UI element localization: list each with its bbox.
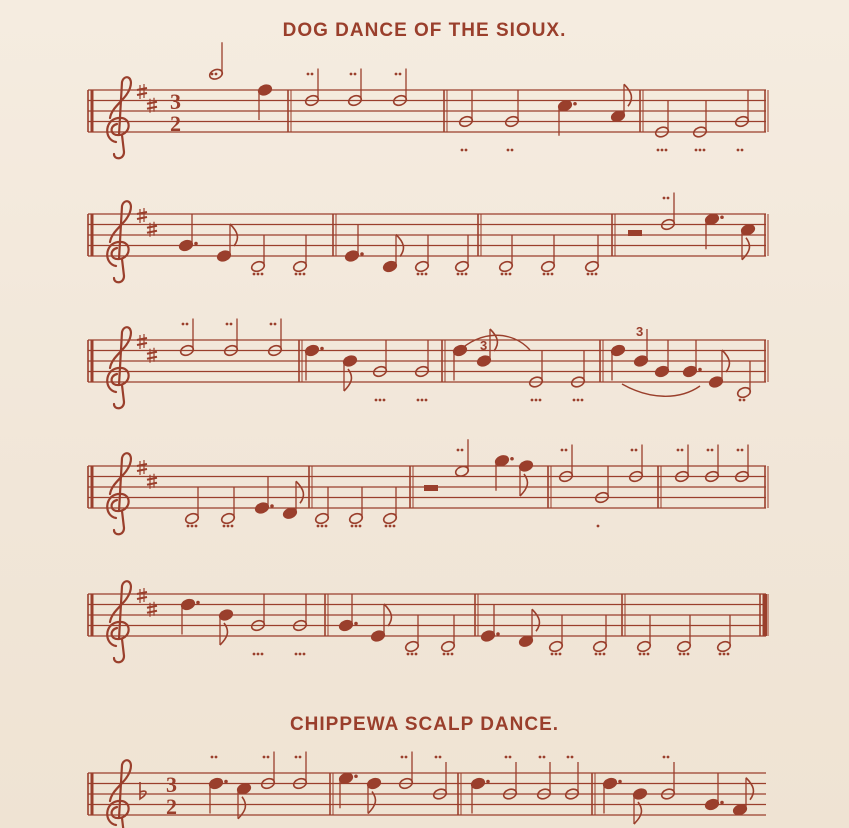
accent-dots-above: [267, 756, 270, 759]
accent-dots-above: [543, 756, 546, 759]
note-flag: [746, 778, 753, 800]
accent-dots-below: [261, 653, 264, 656]
accent-dots-below: [253, 273, 256, 276]
accent-dots-below: [421, 399, 424, 402]
augmentation-dot: [698, 368, 702, 372]
accent-dots-below: [351, 525, 354, 528]
note-flag: [220, 623, 227, 645]
accent-dots-below: [417, 399, 420, 402]
accent-dots-below: [603, 653, 606, 656]
accent-dots-above: [399, 73, 402, 76]
accent-dots-below: [465, 273, 468, 276]
accent-dots-below: [411, 653, 414, 656]
sharp-sign: [147, 352, 157, 354]
accent-dots-above: [681, 449, 684, 452]
accent-dots-below: [359, 525, 362, 528]
accent-dots-above: [299, 756, 302, 759]
accent-dots-below: [295, 653, 298, 656]
accent-dots-below: [597, 525, 600, 528]
accent-dots-above: [182, 323, 185, 326]
accent-dots-below: [509, 273, 512, 276]
accent-dots-above: [635, 449, 638, 452]
accent-dots-below: [461, 273, 464, 276]
accent-dots-below: [191, 525, 194, 528]
accent-dots-above: [215, 756, 218, 759]
accent-dots-below: [551, 273, 554, 276]
accent-dots-above: [311, 73, 314, 76]
accent-dots-below: [551, 653, 554, 656]
sharp-sign: [147, 107, 157, 109]
accent-dots-below: [261, 273, 264, 276]
accent-dots-below: [355, 525, 358, 528]
note-flag: [634, 802, 641, 824]
accent-dots-below: [257, 653, 260, 656]
note-flag: [344, 369, 351, 391]
accent-dots-below: [299, 273, 302, 276]
augmentation-dot: [573, 102, 577, 106]
accent-dots-above: [354, 73, 357, 76]
accent-dots-above: [211, 756, 214, 759]
accent-dots-below: [699, 149, 702, 152]
note-flag: [520, 474, 527, 496]
accent-dots-below: [407, 653, 410, 656]
accent-dots-below: [325, 525, 328, 528]
triplet-mark: 3: [636, 324, 644, 339]
accent-dots-below: [683, 653, 686, 656]
accent-dots-above: [663, 197, 666, 200]
accent-dots-below: [415, 653, 418, 656]
augmentation-dot: [270, 504, 274, 508]
slur: [622, 384, 700, 396]
accent-dots-above: [395, 73, 398, 76]
accent-dots-below: [661, 149, 664, 152]
accent-dots-above: [561, 449, 564, 452]
accent-dots-above: [295, 756, 298, 759]
accent-dots-above: [226, 323, 229, 326]
accent-dots-above: [711, 449, 714, 452]
accent-dots-below: [739, 399, 742, 402]
accent-dots-below: [501, 273, 504, 276]
slur: [458, 335, 530, 352]
accent-dots-below: [577, 399, 580, 402]
sharp-sign: [147, 606, 157, 608]
song-title-sioux: DOG DANCE OF THE SIOUX.: [282, 20, 567, 41]
half-rest: [628, 230, 642, 236]
accent-dots-above: [186, 323, 189, 326]
accent-dots-above: [571, 756, 574, 759]
accent-dots-above: [401, 756, 404, 759]
accent-dots-above: [667, 756, 670, 759]
sharp-sign: [147, 611, 157, 613]
accent-dots-below: [321, 525, 324, 528]
accent-dots-below: [679, 653, 682, 656]
accent-dots-below: [595, 273, 598, 276]
accent-dots-below: [231, 525, 234, 528]
accent-dots-above: [565, 449, 568, 452]
accent-dots-above: [737, 449, 740, 452]
accent-dots-below: [723, 653, 726, 656]
accent-dots-below: [595, 653, 598, 656]
accent-dots-below: [383, 399, 386, 402]
accent-dots-below: [451, 653, 454, 656]
accent-dots-above: [667, 197, 670, 200]
time-signature-top: 3: [170, 89, 181, 114]
augmentation-dot: [196, 601, 200, 605]
sharp-sign: [137, 343, 147, 345]
accent-dots-below: [591, 273, 594, 276]
accent-dots-below: [581, 399, 584, 402]
augmentation-dot: [360, 252, 364, 256]
accent-dots-below: [379, 399, 382, 402]
accent-dots-below: [317, 525, 320, 528]
accent-dots-below: [743, 399, 746, 402]
accent-dots-below: [547, 273, 550, 276]
triplet-mark: 3: [480, 338, 488, 353]
accent-dots-below: [303, 273, 306, 276]
augmentation-dot: [194, 242, 198, 246]
accent-dots-below: [647, 653, 650, 656]
accent-dots-below: [257, 273, 260, 276]
sharp-sign: [147, 102, 157, 104]
accent-dots-below: [417, 273, 420, 276]
notation-layer: [88, 42, 768, 828]
accent-dots-below: [719, 653, 722, 656]
accent-dots-below: [587, 273, 590, 276]
note-flag: [368, 792, 375, 814]
augmentation-dot: [510, 457, 514, 461]
accent-dots-above: [274, 323, 277, 326]
accent-dots-below: [299, 653, 302, 656]
augmentation-dot: [354, 622, 358, 626]
accent-dots-below: [543, 273, 546, 276]
sharp-sign: [147, 226, 157, 228]
sharp-sign: [137, 217, 147, 219]
accent-dots-below: [665, 149, 668, 152]
accent-dots-below: [741, 149, 744, 152]
augmentation-dot: [618, 780, 622, 784]
accent-dots-above: [663, 756, 666, 759]
note-flag: [624, 84, 631, 106]
accent-dots-below: [253, 653, 256, 656]
note-flag: [532, 609, 539, 631]
accent-dots-below: [295, 273, 298, 276]
sharp-sign: [147, 483, 157, 485]
time-signature-bottom: 2: [166, 794, 177, 819]
accent-dots-above: [350, 73, 353, 76]
accent-dots-below: [227, 525, 230, 528]
accent-dots-above: [230, 323, 233, 326]
accent-dots-below: [555, 653, 558, 656]
accent-dots-above: [539, 756, 542, 759]
song-title-chippewa: CHIPPEWA SCALP DANCE.: [289, 714, 560, 735]
sharp-sign: [147, 357, 157, 359]
flat-sign: [140, 782, 146, 799]
augmentation-dot: [720, 801, 724, 805]
accent-dots-below: [687, 653, 690, 656]
accent-dots-below: [457, 273, 460, 276]
accent-dots-above: [461, 449, 464, 452]
accent-dots-below: [195, 525, 198, 528]
augmentation-dot: [224, 780, 228, 784]
accent-dots-below: [393, 525, 396, 528]
accent-dots-below: [223, 525, 226, 528]
accent-dots-above: [263, 756, 266, 759]
accent-dots-below: [535, 399, 538, 402]
accent-dots-below: [599, 653, 602, 656]
accent-dots-below: [531, 399, 534, 402]
sharp-sign: [147, 478, 157, 480]
accent-dots-below: [737, 149, 740, 152]
accent-dots-below: [389, 525, 392, 528]
note-flag: [296, 481, 303, 503]
accent-dots-above: [439, 756, 442, 759]
accent-dots-below: [695, 149, 698, 152]
accent-dots-below: [539, 399, 542, 402]
accent-dots-below: [573, 399, 576, 402]
time-signature-bottom: 2: [170, 111, 181, 136]
accent-dots-above: [215, 73, 218, 76]
accent-dots-below: [643, 653, 646, 656]
accent-dots-below: [507, 149, 510, 152]
accent-dots-below: [425, 399, 428, 402]
accent-dots-below: [425, 273, 428, 276]
accent-dots-above: [741, 449, 744, 452]
accent-dots-below: [559, 653, 562, 656]
accent-dots-above: [307, 73, 310, 76]
accent-dots-above: [509, 756, 512, 759]
accent-dots-below: [657, 149, 660, 152]
accent-dots-above: [435, 756, 438, 759]
accent-dots-below: [443, 653, 446, 656]
accent-dots-below: [465, 149, 468, 152]
accent-dots-below: [639, 653, 642, 656]
accent-dots-below: [511, 149, 514, 152]
accent-dots-below: [421, 273, 424, 276]
accent-dots-above: [707, 449, 710, 452]
sharp-sign: [147, 231, 157, 233]
augmentation-dot: [354, 774, 358, 778]
accent-dots-below: [447, 653, 450, 656]
accent-dots-below: [303, 653, 306, 656]
time-signature-top: 3: [166, 772, 177, 797]
accent-dots-below: [187, 525, 190, 528]
accent-dots-above: [270, 323, 273, 326]
sharp-sign: [137, 597, 147, 599]
augmentation-dot: [486, 780, 490, 784]
accent-dots-below: [703, 149, 706, 152]
sharp-sign: [137, 469, 147, 471]
accent-dots-above: [505, 756, 508, 759]
augmentation-dot: [320, 347, 324, 351]
accent-dots-below: [461, 149, 464, 152]
accent-dots-above: [405, 756, 408, 759]
accent-dots-below: [727, 653, 730, 656]
half-rest: [424, 485, 438, 491]
accent-dots-below: [375, 399, 378, 402]
accent-dots-below: [385, 525, 388, 528]
augmentation-dot: [720, 215, 724, 219]
sharp-sign: [137, 93, 147, 95]
augmentation-dot: [496, 632, 500, 636]
accent-dots-below: [505, 273, 508, 276]
accent-dots-above: [457, 449, 460, 452]
accent-dots-above: [677, 449, 680, 452]
accent-dots-above: [211, 73, 214, 76]
accent-dots-above: [567, 756, 570, 759]
accent-dots-above: [631, 449, 634, 452]
